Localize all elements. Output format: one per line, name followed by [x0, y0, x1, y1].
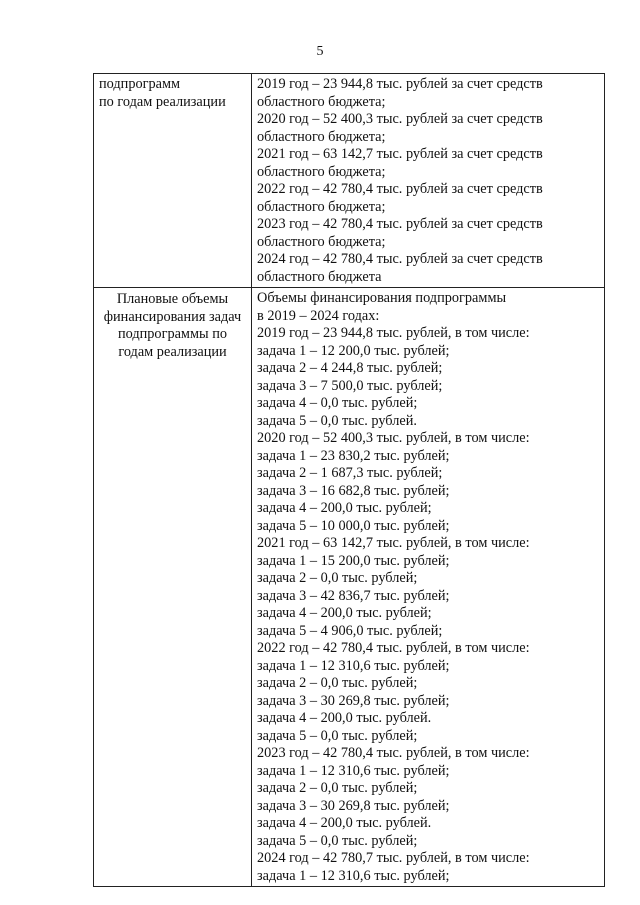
label-line: финансирования задач — [103, 308, 242, 325]
content-line: задача 5 – 10 000,0 тыс. рублей; — [257, 517, 450, 534]
content-line: задача 3 – 42 836,7 тыс. рублей; — [257, 587, 450, 604]
content-line: задача 5 – 0,0 тыс. рублей; — [257, 832, 418, 849]
content-line: задача 1 – 12 310,6 тыс. рублей; — [257, 762, 450, 779]
content-line: 2024 год – 42 780,7 тыс. рублей, в том числе: — [257, 850, 530, 866]
label-line: Плановые объемы — [116, 291, 229, 307]
content-line: задача 2 – 0,0 тыс. рублей; — [257, 570, 418, 586]
content-line: задача 4 – 200,0 тыс. рублей. — [257, 710, 432, 726]
content-line: задача 4 – 200,0 тыс. рублей. — [257, 815, 432, 831]
content-line: 2020 год – 52 400,3 тыс. рублей, в том числе: — [257, 430, 530, 446]
content-line: 2021 год – 63 142,7 тыс. рублей за счет средств — [257, 146, 543, 162]
content-line: 2020 год – 52 400,3 тыс. рублей за счет средств — [257, 111, 543, 127]
content-line: 2024 год – 42 780,4 тыс. рублей за счет средств — [257, 251, 543, 267]
label-line: подпрограмм — [99, 76, 181, 92]
content-line: 2023 год – 42 780,4 тыс. рублей, в том числе: — [257, 745, 530, 761]
content-line: 2022 год – 42 780,4 тыс. рублей, в том числе: — [257, 640, 530, 656]
content-line: 2022 год – 42 780,4 тыс. рублей за счет средств — [257, 181, 543, 197]
content-line: задача 3 – 16 682,8 тыс. рублей; — [257, 482, 450, 499]
row-label-cell — [94, 74, 252, 288]
content-line: задача 2 – 1 687,3 тыс. рублей; — [257, 465, 443, 481]
content-line: задача 5 – 0,0 тыс. рублей; — [257, 727, 418, 744]
row-label — [94, 74, 251, 111]
page-number: 5 — [316, 44, 324, 59]
content-line: задача 2 – 0,0 тыс. рублей; — [257, 780, 418, 796]
row-content-cell — [252, 288, 605, 887]
row-content — [252, 288, 604, 886]
content-line: областного бюджета — [257, 268, 382, 285]
content-line: задача 5 – 4 906,0 тыс. рублей; — [257, 622, 443, 639]
content-line: областного бюджета; — [257, 128, 386, 145]
content-line: областного бюджета; — [257, 198, 386, 215]
content-line: 2023 год – 42 780,4 тыс. рублей за счет средств — [257, 216, 543, 232]
content-line: задача 3 – 30 269,8 тыс. рублей; — [257, 692, 450, 709]
content-line: задача 2 – 0,0 тыс. рублей; — [257, 675, 418, 691]
content-line: задача 4 – 200,0 тыс. рублей; — [257, 500, 432, 516]
content-line: задача 1 – 15 200,0 тыс. рублей; — [257, 552, 450, 569]
row-label-cell — [94, 288, 252, 887]
row-content — [252, 74, 604, 287]
content-line: областного бюджета; — [257, 233, 386, 250]
content-line: задача 3 – 7 500,0 тыс. рублей; — [257, 377, 443, 394]
row-content-cell — [252, 74, 605, 288]
content-line: задача 5 – 0,0 тыс. рублей. — [257, 412, 417, 429]
content-line: Объемы финансирования подпрограммы — [257, 290, 507, 306]
content-line: задача 1 – 12 310,6 тыс. рублей; — [257, 657, 450, 674]
content-line: задача 1 – 23 830,2 тыс. рублей; — [257, 447, 450, 464]
content-line: задача 2 – 4 244,8 тыс. рублей; — [257, 360, 443, 376]
content-line: задача 4 – 0,0 тыс. рублей; — [257, 395, 418, 411]
label-line: подпрограммы по — [117, 326, 228, 342]
row-label — [94, 288, 251, 361]
content-line: задача 3 – 30 269,8 тыс. рублей; — [257, 797, 450, 814]
financing-table — [93, 73, 605, 887]
content-line: областного бюджета; — [257, 163, 386, 180]
table-row — [94, 288, 605, 887]
content-line: задача 1 – 12 200,0 тыс. рублей; — [257, 342, 450, 359]
label-line: годам реализации — [118, 343, 227, 360]
content-line: 2019 год – 23 944,8 тыс. рублей за счет средств — [257, 76, 543, 92]
content-line: задача 1 – 12 310,6 тыс. рублей; — [257, 867, 450, 884]
content-line: задача 4 – 200,0 тыс. рублей; — [257, 605, 432, 621]
content-line: 2021 год – 63 142,7 тыс. рублей, в том числе: — [257, 535, 530, 551]
content-line: в 2019 – 2024 годах: — [257, 307, 380, 324]
table-row — [94, 74, 605, 288]
content-line: 2019 год – 23 944,8 тыс. рублей, в том числе: — [257, 325, 530, 341]
label-line: по годам реализации — [99, 93, 226, 110]
content-line: областного бюджета; — [257, 93, 386, 110]
